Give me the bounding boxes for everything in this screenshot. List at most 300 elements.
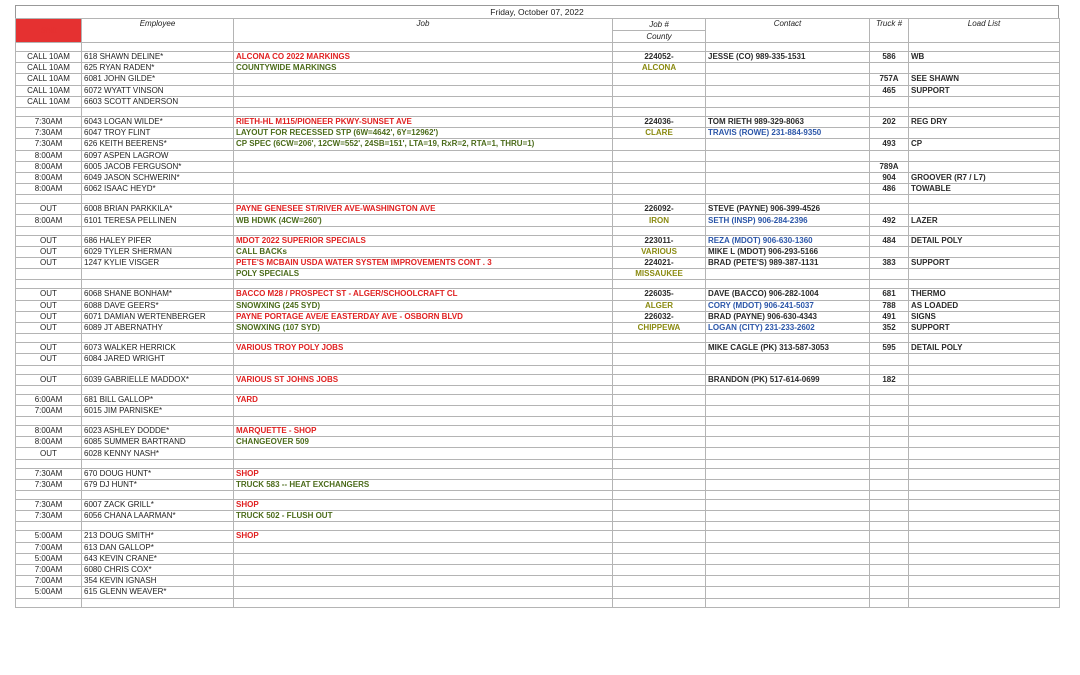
employee-cell: 6084 JARED WRIGHT <box>82 354 234 365</box>
truck-cell <box>870 43 909 52</box>
contact-cell <box>706 150 870 161</box>
contact-cell <box>706 354 870 365</box>
table-row <box>16 172 1060 183</box>
jobnum-cell <box>613 280 706 289</box>
shift-cell: 7:30AM <box>16 139 82 150</box>
table-row <box>16 500 1060 511</box>
load-list-cell <box>909 269 1060 280</box>
jobnum-cell <box>613 564 706 575</box>
contact-cell: SETH (INSP) 906-284-2396 <box>706 215 870 226</box>
job-cell: MARQUETTE - SHOP <box>234 426 613 437</box>
job-cell: CHANGEOVER 509 <box>234 437 613 448</box>
shift-cell <box>16 522 82 531</box>
truck-cell <box>870 576 909 587</box>
load-list-cell <box>909 63 1060 74</box>
schedule-sheet <box>15 5 1059 608</box>
contact-cell <box>706 587 870 598</box>
truck-cell <box>870 491 909 500</box>
schedule-table <box>15 18 1060 608</box>
jobnum-cell <box>613 511 706 522</box>
jobnum-cell <box>613 448 706 459</box>
contact-cell <box>706 500 870 511</box>
contact-cell <box>706 437 870 448</box>
job-cell <box>234 385 613 394</box>
load-list-cell: SIGNS <box>909 311 1060 322</box>
employee-cell <box>82 385 234 394</box>
jobnum-cell: 224036- <box>613 116 706 127</box>
shift-cell: OUT <box>16 204 82 215</box>
spacer-row <box>16 417 1060 426</box>
truck-cell: 492 <box>870 215 909 226</box>
contact-cell <box>706 511 870 522</box>
job-cell <box>234 448 613 459</box>
spacer-row <box>16 107 1060 116</box>
spacer-row <box>16 598 1060 607</box>
truck-cell: 789A <box>870 161 909 172</box>
table-row <box>16 587 1060 598</box>
job-cell <box>234 553 613 564</box>
shift-cell: OUT <box>16 448 82 459</box>
contact-cell <box>706 365 870 374</box>
load-list-cell: CP <box>909 139 1060 150</box>
jobnum-cell <box>613 405 706 416</box>
employee-cell: 6015 JIM PARNISKE* <box>82 405 234 416</box>
job-cell <box>234 184 613 195</box>
shift-cell: 6:00AM <box>16 394 82 405</box>
employee-cell: 6043 LOGAN WILDE* <box>82 116 234 127</box>
employee-cell: 6028 KENNY NASH* <box>82 448 234 459</box>
employee-cell: 6081 JOHN GILDE* <box>82 74 234 85</box>
load-list-cell <box>909 511 1060 522</box>
job-cell <box>234 598 613 607</box>
truck-cell <box>870 405 909 416</box>
job-cell: WB HDWK (4CW=260') <box>234 215 613 226</box>
shift-cell: 8:00AM <box>16 161 82 172</box>
job-cell: PETE'S MCBAIN USDA WATER SYSTEM IMPROVEMENTS CONT . 3 <box>234 258 613 269</box>
load-list-cell <box>909 405 1060 416</box>
contact-cell <box>706 417 870 426</box>
table-row <box>16 258 1060 269</box>
jobnum-cell: ALGER <box>613 300 706 311</box>
load-list-cell <box>909 522 1060 531</box>
col-header-shift: Shift <box>16 19 82 43</box>
jobnum-cell <box>613 74 706 85</box>
col-header-jobnum: Job # <box>613 19 706 31</box>
contact-cell: JESSE (CO) 989-335-1531 <box>706 52 870 63</box>
jobnum-cell <box>613 43 706 52</box>
jobnum-cell <box>613 522 706 531</box>
truck-cell <box>870 564 909 575</box>
col-header-truck: Truck # <box>870 19 909 43</box>
employee-cell: 615 GLENN WEAVER* <box>82 587 234 598</box>
table-row <box>16 204 1060 215</box>
load-list-cell: SUPPORT <box>909 258 1060 269</box>
load-list-cell <box>909 468 1060 479</box>
truck-cell: 788 <box>870 300 909 311</box>
employee-cell: 6008 BRIAN PARKKILA* <box>82 204 234 215</box>
job-cell <box>234 542 613 553</box>
truck-cell <box>870 553 909 564</box>
load-list-cell <box>909 437 1060 448</box>
schedule-rows <box>16 43 1060 608</box>
contact-cell <box>706 161 870 172</box>
load-list-cell <box>909 531 1060 542</box>
jobnum-cell <box>613 479 706 490</box>
shift-cell: 7:00AM <box>16 542 82 553</box>
truck-cell: 586 <box>870 52 909 63</box>
job-cell <box>234 280 613 289</box>
contact-cell <box>706 491 870 500</box>
table-row <box>16 116 1060 127</box>
job-cell: SHOP <box>234 531 613 542</box>
table-row <box>16 437 1060 448</box>
employee-cell: 6005 JACOB FERGUSON* <box>82 161 234 172</box>
table-row <box>16 215 1060 226</box>
job-cell: SHOP <box>234 500 613 511</box>
spacer-row <box>16 365 1060 374</box>
contact-cell <box>706 468 870 479</box>
contact-cell: MIKE L (MDOT) 906-293-5166 <box>706 246 870 257</box>
shift-cell: OUT <box>16 246 82 257</box>
table-row <box>16 246 1060 257</box>
shift-cell: OUT <box>16 343 82 354</box>
table-row <box>16 531 1060 542</box>
employee-cell: 618 SHAWN DELINE* <box>82 52 234 63</box>
employee-cell: 6023 ASHLEY DODDE* <box>82 426 234 437</box>
truck-cell <box>870 334 909 343</box>
table-row <box>16 542 1060 553</box>
shift-cell: 7:30AM <box>16 511 82 522</box>
table-row <box>16 322 1060 333</box>
job-cell: VARIOUS ST JOHNS JOBS <box>234 374 613 385</box>
shift-cell <box>16 417 82 426</box>
truck-cell <box>870 394 909 405</box>
employee-cell <box>82 269 234 280</box>
truck-cell: 681 <box>870 289 909 300</box>
contact-cell <box>706 195 870 204</box>
load-list-cell <box>909 426 1060 437</box>
contact-cell <box>706 184 870 195</box>
contact-cell <box>706 553 870 564</box>
load-list-cell: LAZER <box>909 215 1060 226</box>
truck-cell <box>870 437 909 448</box>
contact-cell <box>706 564 870 575</box>
truck-cell <box>870 246 909 257</box>
jobnum-cell <box>613 553 706 564</box>
jobnum-cell <box>613 531 706 542</box>
shift-cell: 8:00AM <box>16 426 82 437</box>
load-list-cell: SUPPORT <box>909 322 1060 333</box>
table-row <box>16 269 1060 280</box>
jobnum-cell <box>613 107 706 116</box>
load-list-cell <box>909 417 1060 426</box>
employee-cell: 6068 SHANE BONHAM* <box>82 289 234 300</box>
truck-cell <box>870 598 909 607</box>
contact-cell <box>706 172 870 183</box>
schedule-date: Friday, October 07, 2022 <box>15 5 1059 18</box>
col-header-job: Job <box>234 19 613 43</box>
contact-cell <box>706 531 870 542</box>
contact-cell <box>706 542 870 553</box>
table-row <box>16 300 1060 311</box>
employee-cell: 6073 WALKER HERRICK <box>82 343 234 354</box>
table-row <box>16 311 1060 322</box>
jobnum-cell <box>613 394 706 405</box>
load-list-cell <box>909 542 1060 553</box>
employee-cell: 679 DJ HUNT* <box>82 479 234 490</box>
shift-cell: 8:00AM <box>16 172 82 183</box>
load-list-cell <box>909 150 1060 161</box>
employee-cell: 6085 SUMMER BARTRAND <box>82 437 234 448</box>
job-cell <box>234 354 613 365</box>
truck-cell <box>870 150 909 161</box>
truck-cell <box>870 459 909 468</box>
truck-cell <box>870 479 909 490</box>
jobnum-cell: CLARE <box>613 128 706 139</box>
spacer-row <box>16 280 1060 289</box>
table-row <box>16 96 1060 107</box>
truck-cell: 595 <box>870 343 909 354</box>
shift-cell: 8:00AM <box>16 215 82 226</box>
load-list-cell <box>909 374 1060 385</box>
jobnum-cell: VARIOUS <box>613 246 706 257</box>
table-row <box>16 52 1060 63</box>
job-cell: RIETH-HL M115/PIONEER PKWY-SUNSET AVE <box>234 116 613 127</box>
truck-cell <box>870 531 909 542</box>
table-row <box>16 150 1060 161</box>
job-cell: TRUCK 583 -- HEAT EXCHANGERS <box>234 479 613 490</box>
jobnum-cell: MISSAUKEE <box>613 269 706 280</box>
shift-cell: 7:30AM <box>16 500 82 511</box>
shift-cell <box>16 195 82 204</box>
employee-cell: 6603 SCOTT ANDERSON <box>82 96 234 107</box>
load-list-cell <box>909 598 1060 607</box>
jobnum-cell: 223011- <box>613 235 706 246</box>
employee-cell <box>82 195 234 204</box>
job-cell <box>234 522 613 531</box>
load-list-cell <box>909 204 1060 215</box>
shift-cell: CALL 10AM <box>16 52 82 63</box>
contact-cell: TRAVIS (ROWE) 231-884-9350 <box>706 128 870 139</box>
table-row <box>16 74 1060 85</box>
shift-cell: OUT <box>16 258 82 269</box>
truck-cell <box>870 511 909 522</box>
truck-cell: 484 <box>870 235 909 246</box>
employee-cell: 6049 JASON SCHWERIN* <box>82 172 234 183</box>
shift-cell <box>16 107 82 116</box>
job-cell: SNOWXING (107 SYD) <box>234 322 613 333</box>
contact-cell <box>706 576 870 587</box>
jobnum-cell: 226092- <box>613 204 706 215</box>
truck-cell <box>870 542 909 553</box>
jobnum-cell <box>613 150 706 161</box>
load-list-cell <box>909 334 1060 343</box>
contact-cell: REZA (MDOT) 906-630-1360 <box>706 235 870 246</box>
employee-cell: 6088 DAVE GEERS* <box>82 300 234 311</box>
job-cell: SHOP <box>234 468 613 479</box>
table-row <box>16 553 1060 564</box>
job-cell <box>234 334 613 343</box>
load-list-cell <box>909 459 1060 468</box>
table-row <box>16 426 1060 437</box>
employee-cell: 6072 WYATT VINSON <box>82 85 234 96</box>
jobnum-cell <box>613 459 706 468</box>
job-cell: SNOWXING (245 SYD) <box>234 300 613 311</box>
load-list-cell <box>909 385 1060 394</box>
table-row <box>16 184 1060 195</box>
table-row <box>16 161 1060 172</box>
truck-cell <box>870 204 909 215</box>
truck-cell <box>870 522 909 531</box>
employee-cell: 6029 TYLER SHERMAN <box>82 246 234 257</box>
shift-cell <box>16 491 82 500</box>
employee-cell: 6007 ZACK GRILL* <box>82 500 234 511</box>
employee-cell: 625 RYAN RADEN* <box>82 63 234 74</box>
spacer-row <box>16 522 1060 531</box>
col-header-contact: Contact <box>706 19 870 43</box>
table-row <box>16 128 1060 139</box>
jobnum-cell <box>613 96 706 107</box>
job-cell <box>234 405 613 416</box>
jobnum-cell <box>613 417 706 426</box>
table-row <box>16 479 1060 490</box>
employee-cell <box>82 417 234 426</box>
truck-cell: 465 <box>870 85 909 96</box>
load-list-cell <box>909 448 1060 459</box>
truck-cell <box>870 96 909 107</box>
job-cell: PAYNE PORTAGE AVE/E EASTERDAY AVE - OSBORN BLVD <box>234 311 613 322</box>
jobnum-cell <box>613 426 706 437</box>
load-list-cell <box>909 354 1060 365</box>
jobnum-cell <box>613 172 706 183</box>
load-list-cell: DETAIL POLY <box>909 343 1060 354</box>
jobnum-cell: CHIPPEWA <box>613 322 706 333</box>
shift-cell: OUT <box>16 374 82 385</box>
table-row <box>16 448 1060 459</box>
jobnum-cell: 226032- <box>613 311 706 322</box>
job-cell <box>234 74 613 85</box>
employee-cell: 626 KEITH BEERENS* <box>82 139 234 150</box>
load-list-cell: THERMO <box>909 289 1060 300</box>
truck-cell <box>870 107 909 116</box>
truck-cell: 383 <box>870 258 909 269</box>
shift-cell: 5:00AM <box>16 531 82 542</box>
jobnum-cell: 226035- <box>613 289 706 300</box>
shift-cell: 7:30AM <box>16 116 82 127</box>
shift-cell <box>16 334 82 343</box>
table-row <box>16 139 1060 150</box>
job-cell <box>234 161 613 172</box>
spacer-row <box>16 43 1060 52</box>
job-cell: CALL BACKs <box>234 246 613 257</box>
shift-cell: CALL 10AM <box>16 74 82 85</box>
truck-cell <box>870 385 909 394</box>
contact-cell <box>706 74 870 85</box>
jobnum-cell <box>613 385 706 394</box>
contact-cell: TOM RIETH 989-329-8063 <box>706 116 870 127</box>
shift-cell: OUT <box>16 354 82 365</box>
shift-cell <box>16 459 82 468</box>
contact-cell <box>706 96 870 107</box>
contact-cell <box>706 63 870 74</box>
shift-cell: CALL 10AM <box>16 85 82 96</box>
shift-cell: OUT <box>16 235 82 246</box>
employee-cell: 6080 CHRIS COX* <box>82 564 234 575</box>
shift-cell: 7:00AM <box>16 405 82 416</box>
shift-cell: OUT <box>16 289 82 300</box>
contact-cell <box>706 405 870 416</box>
load-list-cell: TOWABLE <box>909 184 1060 195</box>
job-cell <box>234 107 613 116</box>
job-cell <box>234 43 613 52</box>
jobnum-cell: 224052- <box>613 52 706 63</box>
table-row <box>16 374 1060 385</box>
contact-cell <box>706 479 870 490</box>
truck-cell <box>870 448 909 459</box>
contact-cell <box>706 43 870 52</box>
employee-cell <box>82 226 234 235</box>
table-row <box>16 405 1060 416</box>
table-row <box>16 63 1060 74</box>
job-cell: POLY SPECIALS <box>234 269 613 280</box>
spacer-row <box>16 334 1060 343</box>
employee-cell: 670 DOUG HUNT* <box>82 468 234 479</box>
employee-cell: 6062 ISAAC HEYD* <box>82 184 234 195</box>
truck-cell <box>870 417 909 426</box>
load-list-cell <box>909 564 1060 575</box>
jobnum-cell <box>613 184 706 195</box>
truck-cell <box>870 354 909 365</box>
table-row <box>16 343 1060 354</box>
load-list-cell <box>909 587 1060 598</box>
load-list-cell <box>909 280 1060 289</box>
jobnum-cell <box>613 365 706 374</box>
job-cell <box>234 85 613 96</box>
load-list-cell <box>909 161 1060 172</box>
job-cell: ALCONA CO 2022 MARKINGS <box>234 52 613 63</box>
jobnum-cell <box>613 374 706 385</box>
contact-cell: BRAD (PETE'S) 989-387-1131 <box>706 258 870 269</box>
jobnum-cell <box>613 598 706 607</box>
employee-cell <box>82 522 234 531</box>
col-header-employee: Employee <box>82 19 234 43</box>
jobnum-cell: IRON <box>613 215 706 226</box>
employee-cell <box>82 107 234 116</box>
job-cell: LAYOUT FOR RECESSED STP (6W=4642', 6Y=12962') <box>234 128 613 139</box>
load-list-cell <box>909 43 1060 52</box>
shift-cell: 8:00AM <box>16 437 82 448</box>
shift-cell <box>16 269 82 280</box>
contact-cell <box>706 426 870 437</box>
truck-cell <box>870 226 909 235</box>
load-list-cell <box>909 576 1060 587</box>
spacer-row <box>16 491 1060 500</box>
job-cell: YARD <box>234 394 613 405</box>
jobnum-cell: ALCONA <box>613 63 706 74</box>
spacer-row <box>16 195 1060 204</box>
job-cell <box>234 172 613 183</box>
load-list-cell <box>909 394 1060 405</box>
shift-cell <box>16 598 82 607</box>
job-cell <box>234 459 613 468</box>
employee-cell: 213 DOUG SMITH* <box>82 531 234 542</box>
jobnum-cell <box>613 343 706 354</box>
table-row <box>16 394 1060 405</box>
shift-cell <box>16 365 82 374</box>
load-list-cell: SUPPORT <box>909 85 1060 96</box>
employee-cell <box>82 280 234 289</box>
load-list-cell <box>909 96 1060 107</box>
